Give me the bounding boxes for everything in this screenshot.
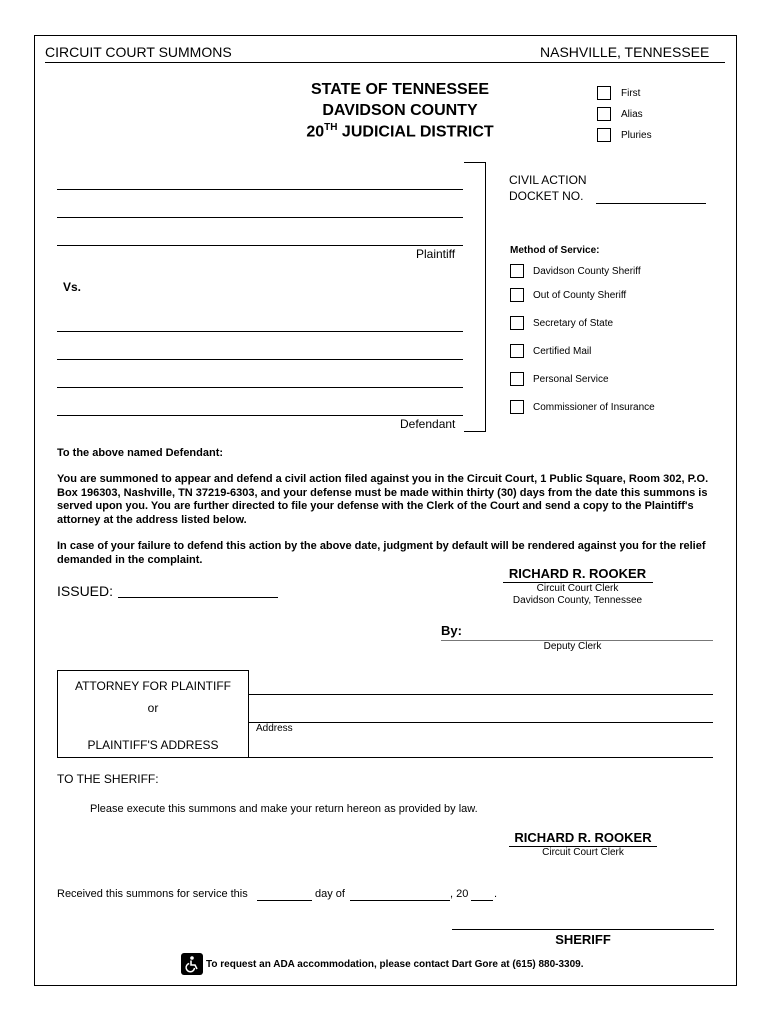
plaintiff-label: Plaintiff: [416, 247, 456, 261]
received-month-field[interactable]: [350, 900, 450, 901]
out-of-county-checkbox[interactable]: [510, 288, 524, 302]
pluries-label: Pluries: [621, 130, 652, 141]
court-district: 20TH JUDICIAL DISTRICT: [306, 122, 494, 141]
plaintiff-line-2[interactable]: [57, 217, 463, 218]
davidson-sheriff-checkbox[interactable]: [510, 264, 524, 278]
versus-label: Vs.: [63, 280, 82, 294]
first-checkbox[interactable]: [597, 86, 611, 100]
attorney-name-field[interactable]: [249, 694, 713, 695]
received-day-field[interactable]: [257, 900, 312, 901]
received-text-d: .: [494, 888, 498, 900]
issued-date-field[interactable]: [118, 597, 278, 598]
service-option: Davidson County Sheriff: [533, 266, 641, 277]
party-bracket: [464, 162, 486, 432]
civil-action-label: CIVIL ACTION: [509, 173, 587, 187]
court-county: DAVIDSON COUNTY: [322, 102, 478, 119]
service-option: Secretary of State: [533, 318, 614, 329]
defendant-label: Defendant: [400, 417, 456, 431]
plaintiff-line-1[interactable]: [57, 189, 463, 190]
defendant-line-4[interactable]: [57, 415, 463, 416]
attorney-label: ATTORNEY FOR PLAINTIFF: [74, 679, 232, 693]
received-year-field[interactable]: [471, 900, 493, 901]
defendant-line-2[interactable]: [57, 359, 463, 360]
summons-paragraph: You are summoned to appear and defend a civil action filed against you in the Circuit Court, 1 Public Square, Room 302, P.O. Box 196303, Nashville, TN 37219-6303, and your defense must be made within thirty (30) days from the date this summons is served upon you. You are further directed to file your defense with the Clerk of the Court and send a copy to the Plaintiff's attorney at the address listed below.: [57, 473, 709, 526]
address-label: Address: [256, 723, 293, 734]
sheriff-label: SHERIFF: [555, 932, 611, 947]
clerk-name-2: RICHARD R. ROOKER: [514, 830, 652, 845]
service-option: Commissioner of Insurance: [533, 402, 655, 413]
form-title: CIRCUIT COURT SUMMONS: [45, 44, 232, 60]
secretary-of-state-checkbox[interactable]: [510, 316, 524, 330]
clerk-title: Circuit Court Clerk: [536, 583, 619, 594]
location-title: NASHVILLE, TENNESSEE: [540, 44, 710, 60]
method-of-service-heading: Method of Service:: [510, 245, 600, 256]
header-rule: [45, 62, 725, 63]
court-state: STATE OF TENNESSEE: [310, 81, 490, 98]
default-paragraph: In case of your failure to defend this action by the above date, judgment by default will be rendered against you for the relief demanded in the complaint.: [57, 540, 706, 566]
plaintiff-line-3[interactable]: [57, 245, 463, 246]
to-sheriff-label: TO THE SHERIFF:: [57, 772, 159, 786]
defendant-line-1[interactable]: [57, 331, 463, 332]
ada-notice: To request an ADA accommodation, please contact Dart Gore at (615) 880-3309.: [206, 959, 584, 970]
alias-label: Alias: [621, 109, 643, 120]
attorney-address-line-2[interactable]: [249, 757, 713, 758]
first-label: First: [621, 88, 641, 99]
to-defendant-heading: To the above named Defendant:: [57, 447, 224, 459]
or-label: or: [147, 701, 159, 715]
sheriff-instruction: Please execute this summons and make your return hereon as provided by law.: [90, 803, 478, 815]
received-text-b: day of: [315, 888, 345, 900]
clerk-title-2: Circuit Court Clerk: [542, 847, 624, 858]
docket-no-field[interactable]: [596, 203, 706, 204]
clerk-name: RICHARD R. ROOKER: [508, 566, 647, 581]
plaintiff-address-label: PLAINTIFF'S ADDRESS: [87, 738, 219, 752]
personal-service-checkbox[interactable]: [510, 372, 524, 386]
issued-label: ISSUED:: [57, 583, 114, 599]
service-option: Personal Service: [533, 374, 609, 385]
sheriff-signature-field[interactable]: [452, 929, 714, 930]
deputy-clerk-label: Deputy Clerk: [543, 641, 602, 652]
alias-checkbox[interactable]: [597, 107, 611, 121]
attorney-address-field[interactable]: [249, 722, 713, 723]
docket-no-label: DOCKET NO.: [509, 189, 584, 203]
wheelchair-icon: [181, 953, 203, 975]
by-label: By:: [441, 623, 462, 638]
pluries-checkbox[interactable]: [597, 128, 611, 142]
received-text-c: , 20: [450, 888, 469, 900]
received-text-a: Received this summons for service this: [57, 888, 248, 900]
service-option: Certified Mail: [533, 346, 592, 357]
service-option: Out of County Sheriff: [533, 290, 627, 301]
commissioner-insurance-checkbox[interactable]: [510, 400, 524, 414]
certified-mail-checkbox[interactable]: [510, 344, 524, 358]
clerk-county: Davidson County, Tennessee: [512, 595, 643, 606]
defendant-line-3[interactable]: [57, 387, 463, 388]
